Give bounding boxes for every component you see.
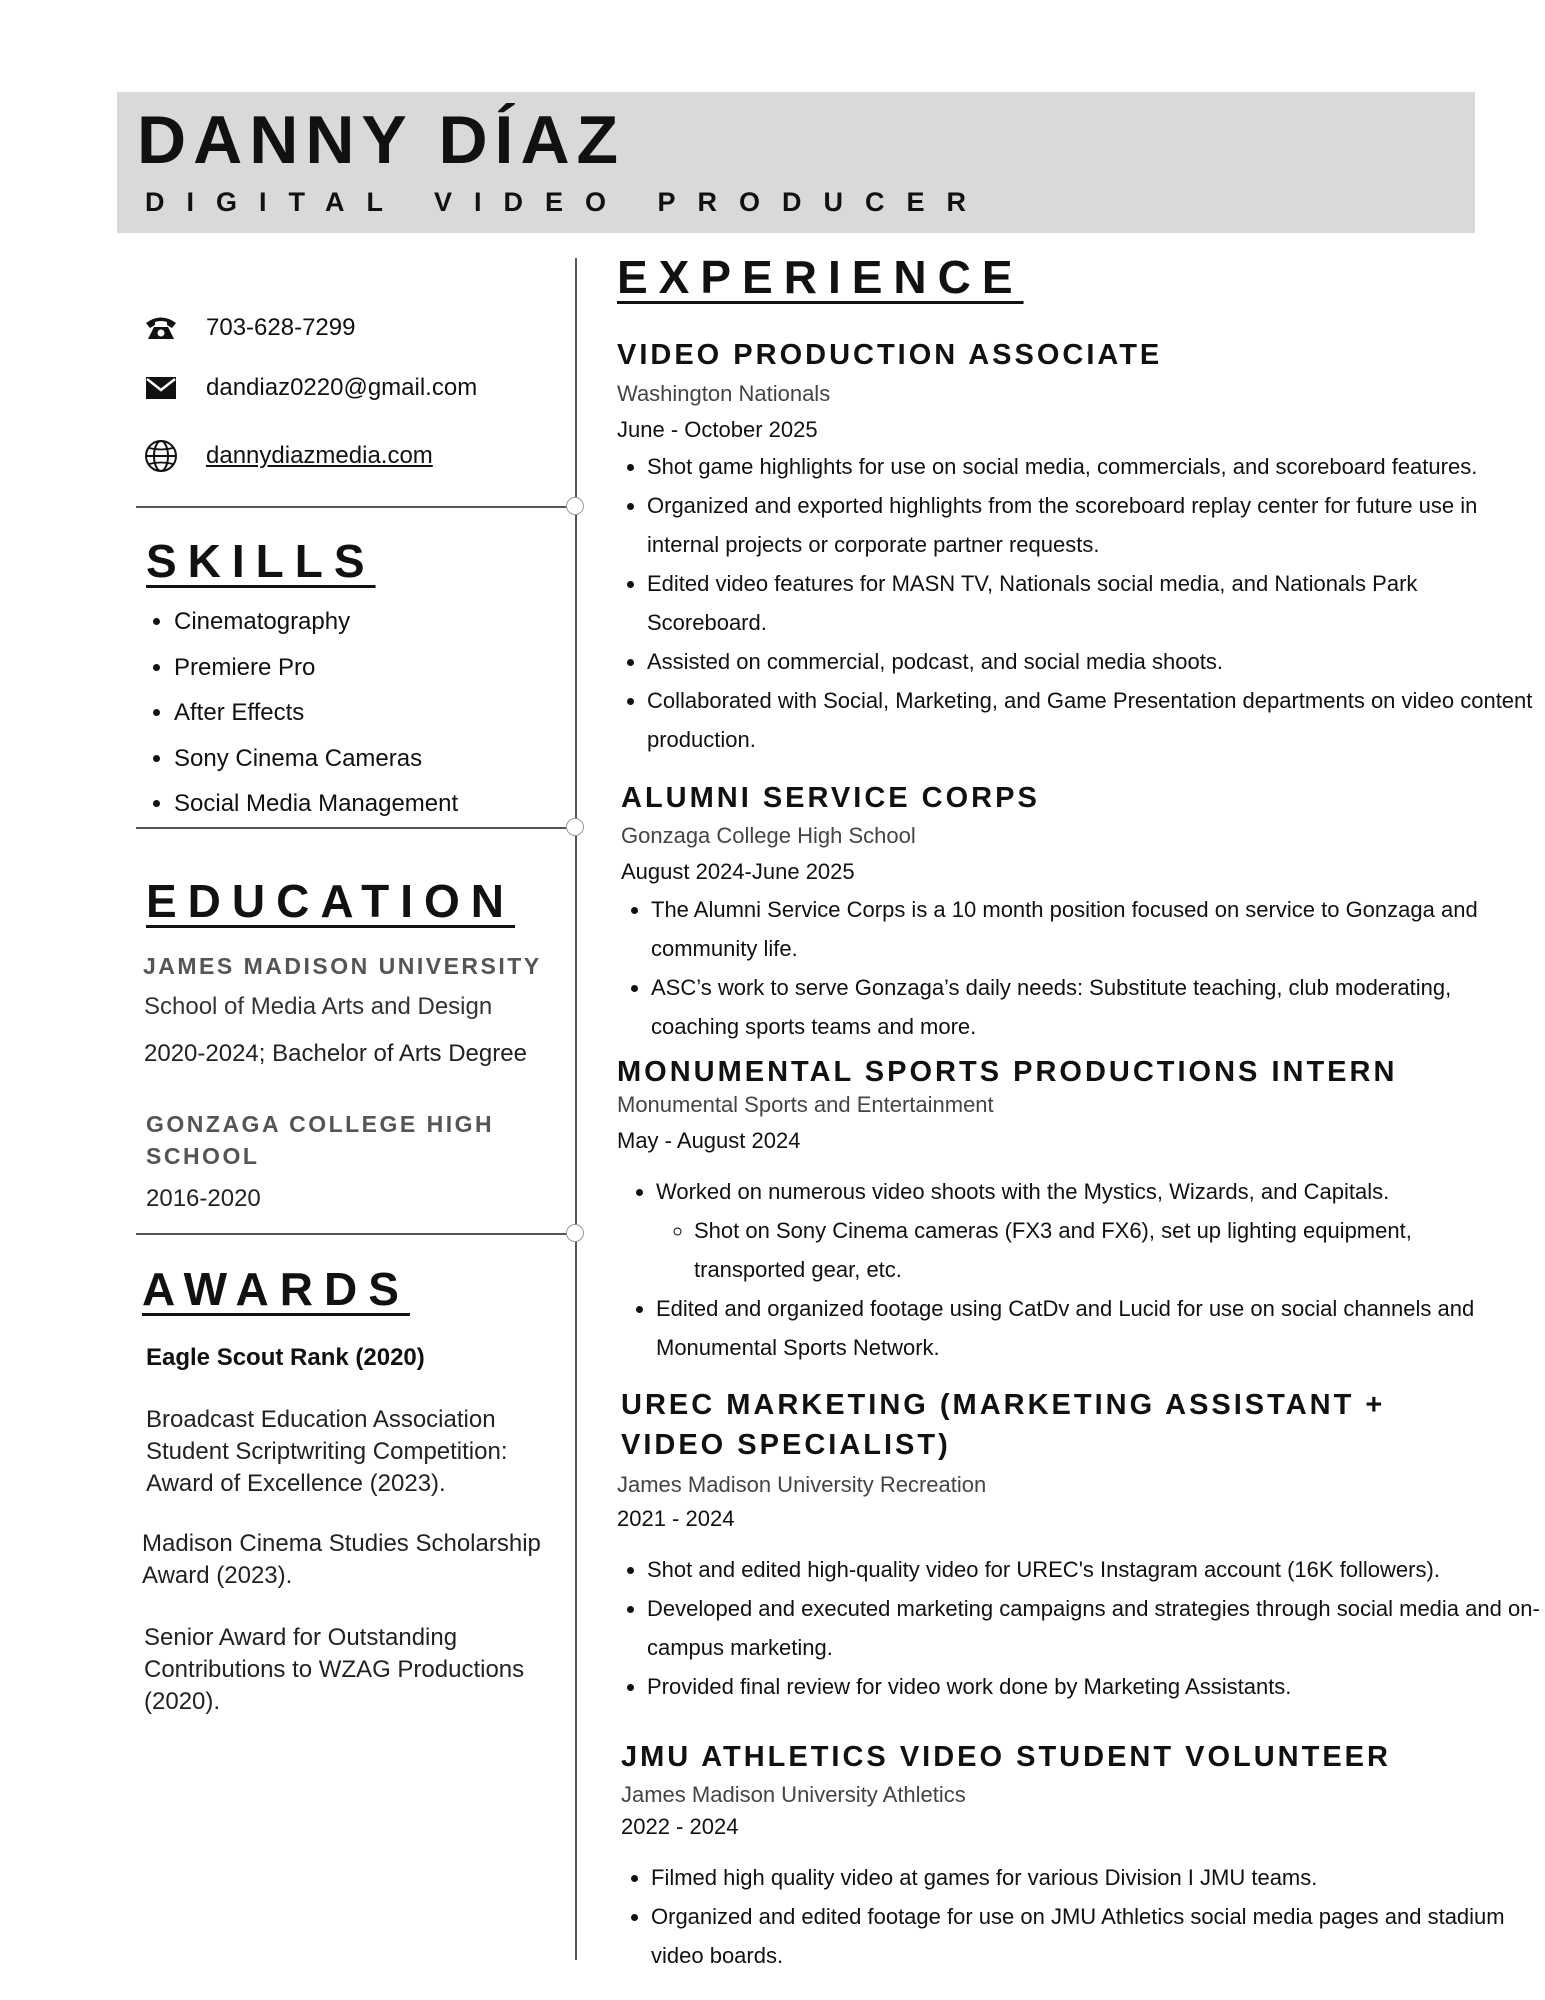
contact-email <box>143 373 477 403</box>
phone-number: 703-628-7299 <box>206 314 356 341</box>
job-bullets <box>626 1172 1526 1367</box>
job-bullet: • ASC’s work to serve Gonzaga’s daily needs: Substitute teaching, club moderating, coaching sports teams and more. <box>651 968 1521 1046</box>
skills-heading: SKILLS <box>146 535 376 587</box>
job-title: MONUMENTAL SPORTS PRODUCTIONS INTERN <box>617 1056 1398 1088</box>
job-sub-bullets <box>656 1211 1526 1289</box>
phone-icon <box>143 313 179 343</box>
website-link[interactable]: dannydiazmedia.com <box>206 442 433 469</box>
job-sub-bullet: ◦ Shot on Sony Cinema cameras (FX3 and FX6), set up lighting equipment, transported gear, etc. <box>694 1211 1526 1289</box>
job-bullet: • Collaborated with Social, Marketing, and Game Presentation departments on video content production. <box>647 681 1537 759</box>
experience-heading: EXPERIENCE <box>617 251 1024 303</box>
job-organization: Washington Nationals <box>617 381 831 406</box>
job-organization: Gonzaga College High School <box>621 823 916 848</box>
header-band <box>117 92 1475 233</box>
job-bullet: • Edited video features for MASN TV, Nationals social media, and Nationals Park Scoreboard. <box>647 564 1537 642</box>
contact-phone <box>143 313 355 343</box>
job-bullets <box>617 1550 1545 1706</box>
job-bullet: • Shot game highlights for use on social media, commercials, and scoreboard features. <box>647 447 1537 486</box>
job-bullet: • Developed and executed marketing campaigns and strategies through social media and on-campus marketing. <box>647 1589 1545 1667</box>
job-title: UREC MARKETING (MARKETING ASSISTANT + VIDEO SPECIALIST) <box>621 1389 1386 1461</box>
job-bullets <box>617 447 1537 759</box>
education-heading: EDUCATION <box>146 875 516 927</box>
job-dates: May - August 2024 <box>617 1128 801 1153</box>
section-divider-contact <box>136 506 577 508</box>
skill-item: • Sony Cinema Cameras <box>174 739 458 785</box>
job-bullet: • Shot and edited high-quality video for UREC's Instagram account (16K followers). <box>647 1550 1545 1589</box>
job-organization: James Madison University Recreation <box>617 1472 987 1497</box>
skill-item: • Social Media Management <box>174 784 458 830</box>
job-bullets <box>621 1858 1545 1975</box>
section-divider-education <box>136 1233 577 1235</box>
job-title: JMU ATHLETICS VIDEO STUDENT VOLUNTEER <box>621 1741 1391 1773</box>
job-dates: August 2024-June 2025 <box>621 859 855 884</box>
job-bullet <box>656 1172 1526 1289</box>
job-bullet: • Edited and organized footage using CatDv and Lucid for use on social channels and Monumental Sports Network. <box>656 1289 1526 1367</box>
job-title: VIDEO PRODUCTION ASSOCIATE <box>617 339 1163 371</box>
skill-item: • Premiere Pro <box>174 648 458 694</box>
timeline-node <box>566 497 584 515</box>
candidate-name: DANNY DÍAZ <box>137 102 626 178</box>
job-bullet: • Filmed high quality video at games for various Division I JMU teams. <box>651 1858 1545 1897</box>
school-years: 2020-2024; Bachelor of Arts Degree <box>144 1040 527 1067</box>
job-dates: 2022 - 2024 <box>621 1814 739 1839</box>
email-address[interactable]: dandiaz0220@gmail.com <box>206 374 478 401</box>
job-title: ALUMNI SERVICE CORPS <box>621 782 1040 814</box>
job-bullet: • Organized and edited footage for use on JMU Athletics social media pages and stadium video boards. <box>651 1897 1545 1975</box>
skill-item: • After Effects <box>174 693 458 739</box>
job-organization: James Madison University Athletics <box>621 1782 966 1807</box>
award-item: Broadcast Education Association Student Scriptwriting Competition: Award of Excellence (2023). <box>146 1406 508 1497</box>
job-bullet-text: Worked on numerous video shoots with the Mystics, Wizards, and Capitals. <box>656 1179 1390 1204</box>
award-item: Madison Cinema Studies Scholarship Award (2023). <box>142 1530 541 1589</box>
job-bullet: • Organized and exported highlights from the scoreboard replay center for future use in internal projects or corporate partner requests. <box>647 486 1537 564</box>
award-item: Senior Award for Outstanding Contributions to WZAG Productions (2020). <box>144 1624 525 1715</box>
job-subtitle: DIGITAL VIDEO PRODUCER <box>145 187 989 217</box>
globe-icon <box>143 441 179 471</box>
contact-website <box>143 441 433 471</box>
job-organization: Monumental Sports and Entertainment <box>617 1092 994 1117</box>
skill-item: • Cinematography <box>174 602 458 648</box>
job-dates: 2021 - 2024 <box>617 1506 735 1531</box>
job-dates: June - October 2025 <box>617 417 818 442</box>
timeline-node <box>566 818 584 836</box>
job-bullets <box>621 890 1521 1046</box>
envelope-icon <box>143 373 179 403</box>
job-bullet: • Provided final review for video work done by Marketing Assistants. <box>647 1667 1545 1706</box>
school-name: JAMES MADISON UNIVERSITY <box>143 953 542 979</box>
job-bullet: • Assisted on commercial, podcast, and social media shoots. <box>647 642 1537 681</box>
school-program: School of Media Arts and Design <box>144 993 493 1020</box>
timeline-node <box>566 1224 584 1242</box>
award-item: Eagle Scout Rank (2020) <box>146 1344 425 1371</box>
school-years: 2016-2020 <box>146 1185 261 1212</box>
skills-list <box>144 602 458 830</box>
job-bullet: • The Alumni Service Corps is a 10 month position focused on service to Gonzaga and community life. <box>651 890 1521 968</box>
awards-heading: AWARDS <box>142 1263 410 1315</box>
school-name: GONZAGA COLLEGE HIGH SCHOOL <box>146 1111 495 1169</box>
